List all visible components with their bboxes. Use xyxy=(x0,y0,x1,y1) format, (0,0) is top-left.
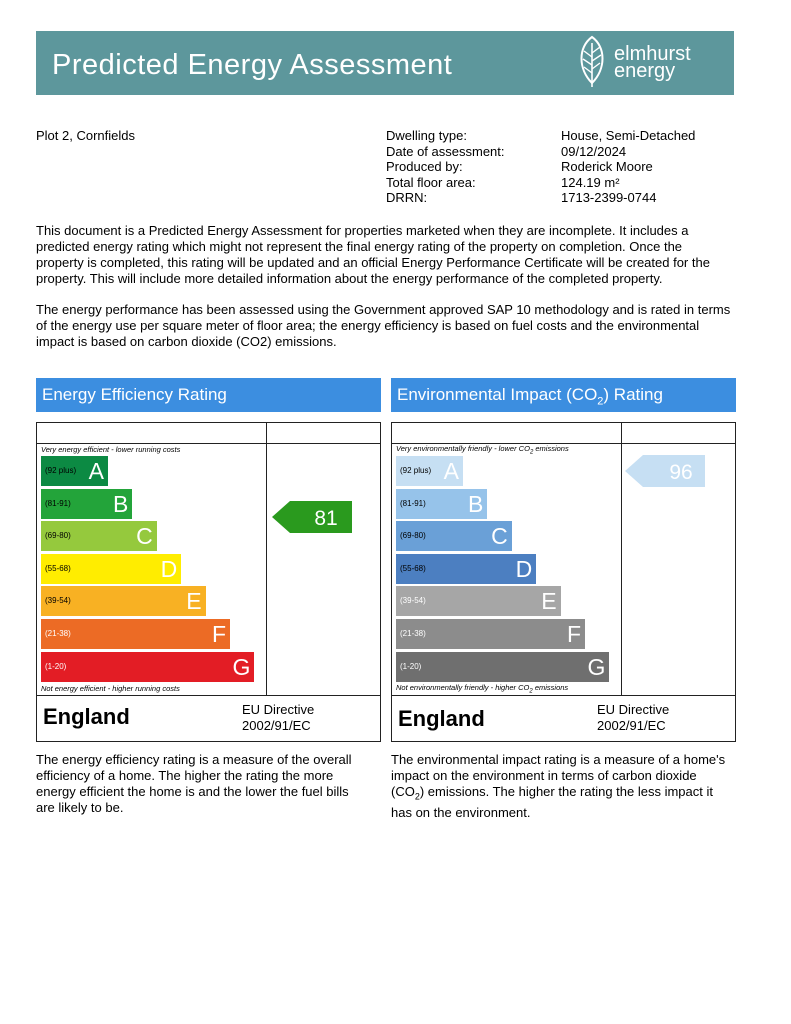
band-range: (69-80) xyxy=(45,531,71,541)
efficiency-description: The energy efficiency rating is a measure of the overall efficiency of a home. The higher the rating the more energy efficient the home is and the lower the fuel bills are likely to be. xyxy=(36,752,352,815)
efficiency-country: England xyxy=(43,704,130,729)
efficiency-bottom-note: Not energy efficient - higher running costs xyxy=(41,684,180,693)
field-value: 124.19 m² xyxy=(561,174,620,190)
field-label: Date of assessment: xyxy=(386,143,505,159)
efficiency-band-g xyxy=(41,652,254,682)
band-letter: C xyxy=(491,523,508,550)
environmental-chart-header xyxy=(391,378,736,412)
band-range: (55-68) xyxy=(45,563,71,573)
logo-line2: energy xyxy=(614,60,676,82)
efficiency-rating-value: 81 xyxy=(314,507,338,530)
band-letter: G xyxy=(587,653,606,680)
environmental-arrow-shape xyxy=(625,455,705,487)
property-labels xyxy=(386,128,505,206)
band-letter: C xyxy=(136,523,153,550)
env-footer-line xyxy=(392,695,735,696)
efficiency-rating-arrow xyxy=(272,501,354,533)
intro-paragraph-2: The energy performance has been assessed using the Government approved SAP 10 methodology and is rated in terms of the energy use per square meter of floor area; the energy efficiency is based on fuel costs and the environmental impact is based on carbon dioxide (CO2) emissions. xyxy=(36,302,731,349)
band-range: (81-91) xyxy=(45,498,71,508)
environmental-band-b xyxy=(396,489,487,519)
env-directive xyxy=(597,702,669,733)
field-value: Roderick Moore xyxy=(561,159,653,174)
band-letter: E xyxy=(186,588,202,615)
environmental-chart-frame xyxy=(391,422,736,742)
band-letter: E xyxy=(541,588,557,615)
band-range: (21-38) xyxy=(400,629,426,638)
env-bottom-note xyxy=(396,683,568,695)
field-label: Total floor area: xyxy=(386,174,476,190)
band-letter: A xyxy=(88,458,104,484)
env-desc-pre: The environmental impact rating is a measure of a home's impact on the environment in terms of carbon dioxide (CO xyxy=(391,752,726,799)
env-top-note-pre: Very environmentally friendly - lower CO xyxy=(396,444,530,453)
directive-line2: 2002/91/EC xyxy=(242,717,311,733)
efficiency-band-f xyxy=(41,619,230,649)
band-range: (39-54) xyxy=(45,596,71,606)
band-letter: F xyxy=(211,621,226,647)
directive-line1: EU Directive xyxy=(597,702,670,717)
env-country: England xyxy=(398,706,485,731)
efficiency-directive xyxy=(242,702,314,733)
efficiency-band-e xyxy=(41,586,206,616)
env-title-post: ) Rating xyxy=(603,385,663,404)
band-range: (1-20) xyxy=(45,661,67,671)
field-value: 1713-2399-0744 xyxy=(561,190,657,205)
efficiency-footer-line xyxy=(37,695,380,696)
header-banner xyxy=(36,31,734,95)
field-label: DRRN: xyxy=(386,190,428,205)
band-letter: F xyxy=(566,621,581,647)
environmental-rating-arrow xyxy=(625,455,707,487)
env-bottom-note-post: emissions xyxy=(532,683,569,692)
band-range: (81-91) xyxy=(400,498,426,508)
efficiency-chart-header: Energy Efficiency Rating xyxy=(36,378,381,412)
env-desc-post: ) emissions. The higher the rating the less impact it has on the environment. xyxy=(391,784,713,820)
logo-text xyxy=(614,43,691,82)
efficiency-band-c xyxy=(41,521,157,551)
environmental-description xyxy=(391,752,726,821)
env-column-divider xyxy=(621,423,622,695)
env-desc-sub: 2 xyxy=(414,791,420,802)
environmental-band-c xyxy=(396,521,512,551)
leaf-icon xyxy=(576,35,608,89)
band-letter: B xyxy=(113,490,129,517)
band-range: (39-54) xyxy=(400,596,426,606)
band-letter: A xyxy=(443,458,459,484)
efficiency-column-divider xyxy=(266,423,267,695)
efficiency-arrow-shape xyxy=(272,501,352,533)
band-range: (21-38) xyxy=(45,629,71,638)
intro-paragraph-1: This document is a Predicted Energy Assessment for properties marketed when they are incomplete. It includes a predicted energy rating which might not represent the final energy rating of the property on completion. Once the property is completed, this rating will be updated and an official Energy Performance Certificate will be created for the property. This will include more detailed information about the energy performance of the completed property. xyxy=(36,223,710,286)
band-range: (92 plus) xyxy=(45,466,77,475)
logo-line1: elmhurst xyxy=(614,43,691,65)
field-value: House, Semi-Detached xyxy=(561,128,696,143)
page-title: Predicted Energy Assessment xyxy=(52,49,453,81)
efficiency-band-d xyxy=(41,554,181,584)
environmental-band-a xyxy=(396,456,463,486)
band-letter: G xyxy=(232,653,251,680)
band-letter: B xyxy=(468,490,484,517)
efficiency-band-a xyxy=(41,456,108,486)
env-bottom-note-pre: Not environmentally friendly - higher CO xyxy=(396,683,530,692)
efficiency-top-note: Very energy efficient - lower running costs xyxy=(41,445,181,454)
band-range: (92 plus) xyxy=(400,466,432,475)
band-range: (55-68) xyxy=(400,563,426,573)
environmental-band-f xyxy=(396,619,585,649)
efficiency-header-row-line xyxy=(37,443,380,444)
environmental-rating-value: 96 xyxy=(669,461,693,484)
env-top-note xyxy=(396,444,569,456)
field-label: Dwelling type: xyxy=(386,128,467,143)
band-letter: D xyxy=(160,555,178,582)
env-top-note-post: emissions xyxy=(533,444,569,453)
field-value: 09/12/2024 xyxy=(561,143,627,159)
property-values xyxy=(561,128,695,206)
band-letter: D xyxy=(515,555,533,582)
directive-line2: 2002/91/EC xyxy=(597,717,666,733)
directive-line1: EU Directive xyxy=(242,702,315,717)
environmental-band-d xyxy=(396,554,536,584)
environmental-band-e xyxy=(396,586,561,616)
env-title-pre: Environmental Impact (CO xyxy=(397,385,598,404)
efficiency-band-b xyxy=(41,489,132,519)
env-top-note-sub: 2 xyxy=(529,449,534,456)
efficiency-chart-frame xyxy=(36,422,381,742)
env-bottom-note-sub: 2 xyxy=(529,688,533,695)
environmental-band-g xyxy=(396,652,609,682)
band-range: (69-80) xyxy=(400,531,426,541)
property-address: Plot 2, Cornfields xyxy=(36,128,135,143)
band-range: (1-20) xyxy=(400,661,422,671)
env-title-sub: 2 xyxy=(597,395,604,408)
field-label: Produced by: xyxy=(386,159,463,174)
